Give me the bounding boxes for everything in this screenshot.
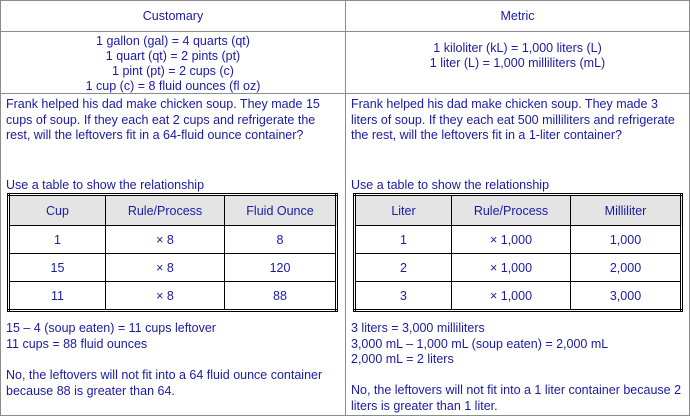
- metric-table-intro: Use a table to show the relationship: [351, 178, 550, 192]
- work-line: 15 – 4 (soup eaten) = 11 cups leftover: [6, 321, 216, 335]
- work-line: 11 cups = 88 fluid ounces: [6, 336, 148, 351]
- work-line: 3,000 mL – 1,000 mL (soup eaten) = 2,000 mL: [351, 336, 609, 351]
- table-row: [9, 282, 337, 311]
- table-cell: × 8: [106, 226, 225, 254]
- conversion-line: 1 cup (c) = 8 fluid ounces (fl oz): [85, 79, 261, 93]
- table-row: [9, 226, 337, 254]
- metric-answer: No, the leftovers will not fit into a 1 liter container because 2 liters is greater than 1 liter.: [351, 383, 682, 413]
- work-line: 2,000 mL = 2 liters: [351, 352, 454, 366]
- column-header: Rule/Process: [106, 195, 225, 226]
- metric-relationship-table: [353, 193, 683, 312]
- work-line: 3 liters = 3,000 milliliters: [351, 321, 485, 335]
- table-row: [355, 282, 682, 311]
- table-cell: 3: [355, 282, 452, 311]
- customary-answer: No, the leftovers will not fit into a 64 fluid ounce container because 88 is greater than 64.: [6, 368, 323, 398]
- customary-relationship-table: [7, 193, 338, 312]
- column-header: Rule/Process: [452, 195, 571, 226]
- conversion-line: 1 liter (L) = 1,000 milliliters (mL): [429, 56, 606, 70]
- table-row: [355, 254, 682, 282]
- metric-work: [351, 321, 686, 368]
- customary-table-intro: Use a table to show the relationship: [6, 178, 205, 192]
- table-header-row: [355, 195, 682, 226]
- table-cell: 15: [9, 254, 106, 282]
- table-cell: × 1,000: [452, 226, 571, 254]
- header-metric: [345, 0, 690, 32]
- table-cell: 1: [355, 226, 452, 254]
- conversion-line: 1 pint (pt) = 2 cups (c): [112, 64, 234, 78]
- conversion-line: 1 kiloliter (kL) = 1,000 liters (L): [433, 41, 602, 55]
- table-header-row: [9, 195, 337, 226]
- customary-problem-cell: [0, 93, 346, 416]
- column-header: Liter: [355, 195, 452, 226]
- table-row: [355, 226, 682, 254]
- table-cell: × 8: [106, 254, 225, 282]
- header-customary-label: Customary: [142, 9, 204, 23]
- column-header: Milliliter: [571, 195, 682, 226]
- metric-problem-cell: [345, 93, 690, 416]
- metric-problem-text: Frank helped his dad make chicken soup. They made 3 liters of soup. If they each eat 500 milliliters and refrigerate the rest, will the leftovers fit in a 1-liter container?: [351, 97, 675, 142]
- table-cell: 1: [9, 226, 106, 254]
- column-header: Fluid Ounce: [225, 195, 337, 226]
- metric-conversions: [345, 31, 690, 94]
- table-cell: 120: [225, 254, 337, 282]
- customary-work: [6, 321, 341, 352]
- table-cell: 2: [355, 254, 452, 282]
- table-cell: 8: [225, 226, 337, 254]
- header-metric-label: Metric: [500, 9, 535, 23]
- column-header: Cup: [9, 195, 106, 226]
- table-cell: 11: [9, 282, 106, 311]
- conversion-line: 1 quart (qt) = 2 pints (pt): [105, 49, 241, 63]
- table-cell: 3,000: [571, 282, 682, 311]
- table-cell: 2,000: [571, 254, 682, 282]
- table-cell: × 1,000: [452, 282, 571, 311]
- table-row: [9, 254, 337, 282]
- table-cell: 88: [225, 282, 337, 311]
- table-cell: × 8: [106, 282, 225, 311]
- table-cell: 1,000: [571, 226, 682, 254]
- table-cell: × 1,000: [452, 254, 571, 282]
- header-customary: [0, 0, 346, 32]
- customary-conversions: [0, 31, 346, 94]
- customary-problem-text: Frank helped his dad make chicken soup. They made 15 cups of soup. If they each eat 2 cups and refrigerate the rest, will the leftovers fit in a 64-fluid ounce container?: [6, 97, 320, 142]
- conversion-line: 1 gallon (gal) = 4 quarts (qt): [96, 34, 250, 48]
